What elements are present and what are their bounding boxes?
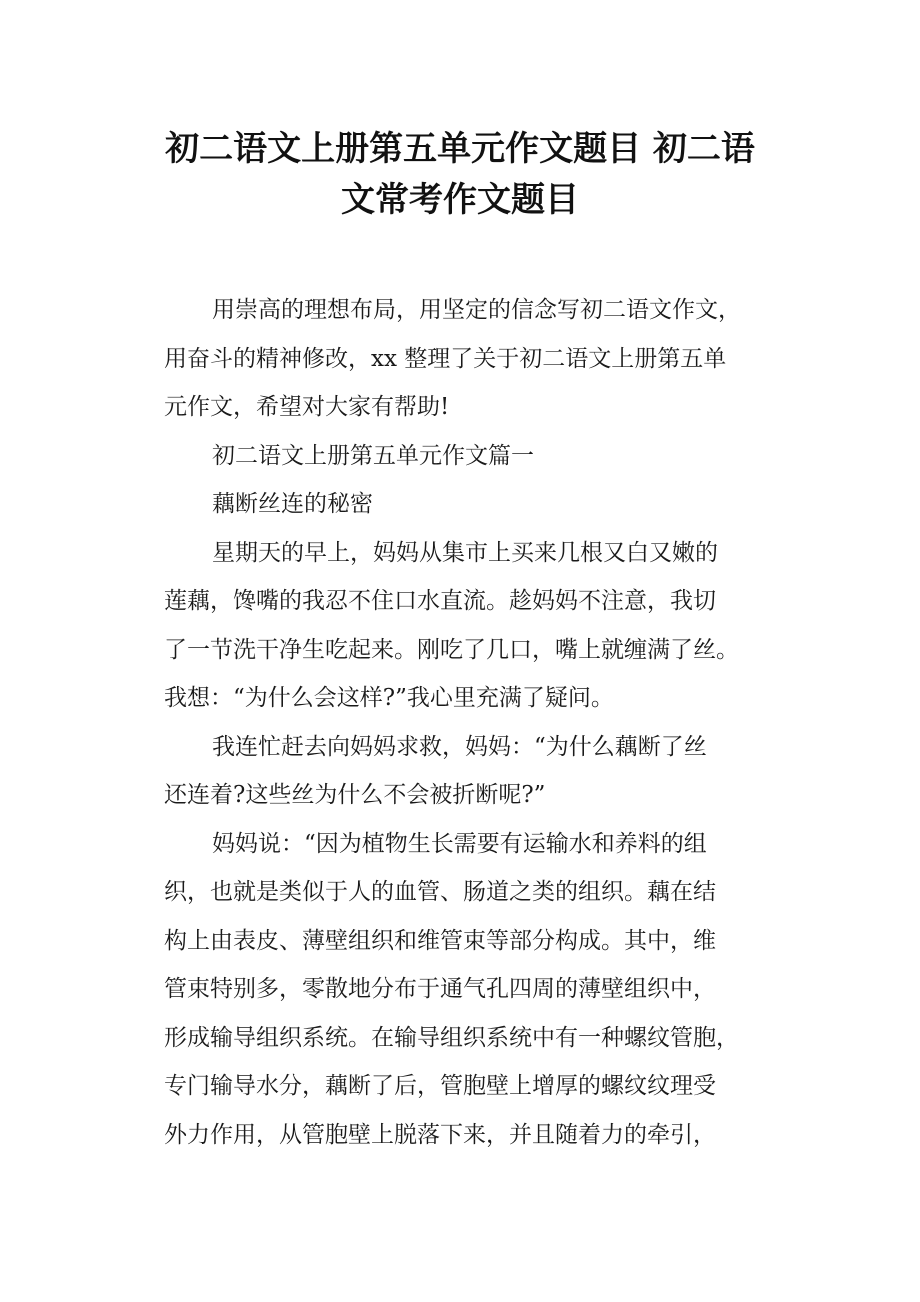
title-line: 初二语文上册第五单元作文题目 初二语 [165, 129, 755, 169]
paragraph-line: 我想：“为什么会这样?”我心里充满了疑问。 [164, 685, 614, 711]
paragraph-line: 形成输导组织系统。在输导组织系统中有一种螺纹管胞， [164, 1024, 739, 1051]
paragraph-line: 我连忙赶去向妈妈求救，妈妈：“为什么藕断了丝 [212, 733, 707, 760]
paragraph-line: 星期天的早上，妈妈从集市上买来几根又白又嫩的 [212, 539, 718, 566]
paragraph-line: 织，也就是类似于人的血管、肠道之类的组织。藕在结 [164, 879, 716, 905]
paragraph-line: 妈妈说：“因为植物生长需要有运输水和养料的组 [212, 830, 707, 857]
title-line: 文常考作文题目 [341, 180, 579, 220]
paragraph-line: 构上由表皮、薄壁组织和维管束等部分构成。其中，维 [164, 927, 716, 954]
essay-title: 藕断丝连的秘密 [212, 491, 373, 517]
section-heading: 初二语文上册第五单元作文篇一 [212, 442, 534, 469]
paragraph-line: 还连着?这些丝为什么不会被折断呢?” [164, 782, 546, 808]
paragraph-line: 莲藕，馋嘴的我忍不住口水直流。趁妈妈不注意，我切 [164, 588, 716, 614]
paragraph-line: 外力作用，从管胞壁上脱落下来，并且随着力的牵引， [164, 1121, 716, 1148]
paragraph-line: 用奋斗的精神修改，xx 整理了关于初二语文上册第五单 [164, 345, 727, 372]
paragraph-line: 元作文，希望对大家有帮助! [164, 394, 450, 420]
paragraph-line: 了一节洗干净生吃起来。刚吃了几口，嘴上就缠满了丝。 [164, 636, 739, 663]
paragraph-line: 用崇高的理想布局，用坚定的信念写初二语文作文， [212, 297, 741, 323]
paragraph-line: 专门输导水分，藕断了后，管胞壁上增厚的螺纹纹理受 [164, 1073, 716, 1099]
document-title [150, 124, 770, 226]
document-body [164, 286, 764, 1159]
paragraph-line: 管束特别多，零散地分布于通气孔四周的薄壁组织中， [164, 976, 716, 1002]
